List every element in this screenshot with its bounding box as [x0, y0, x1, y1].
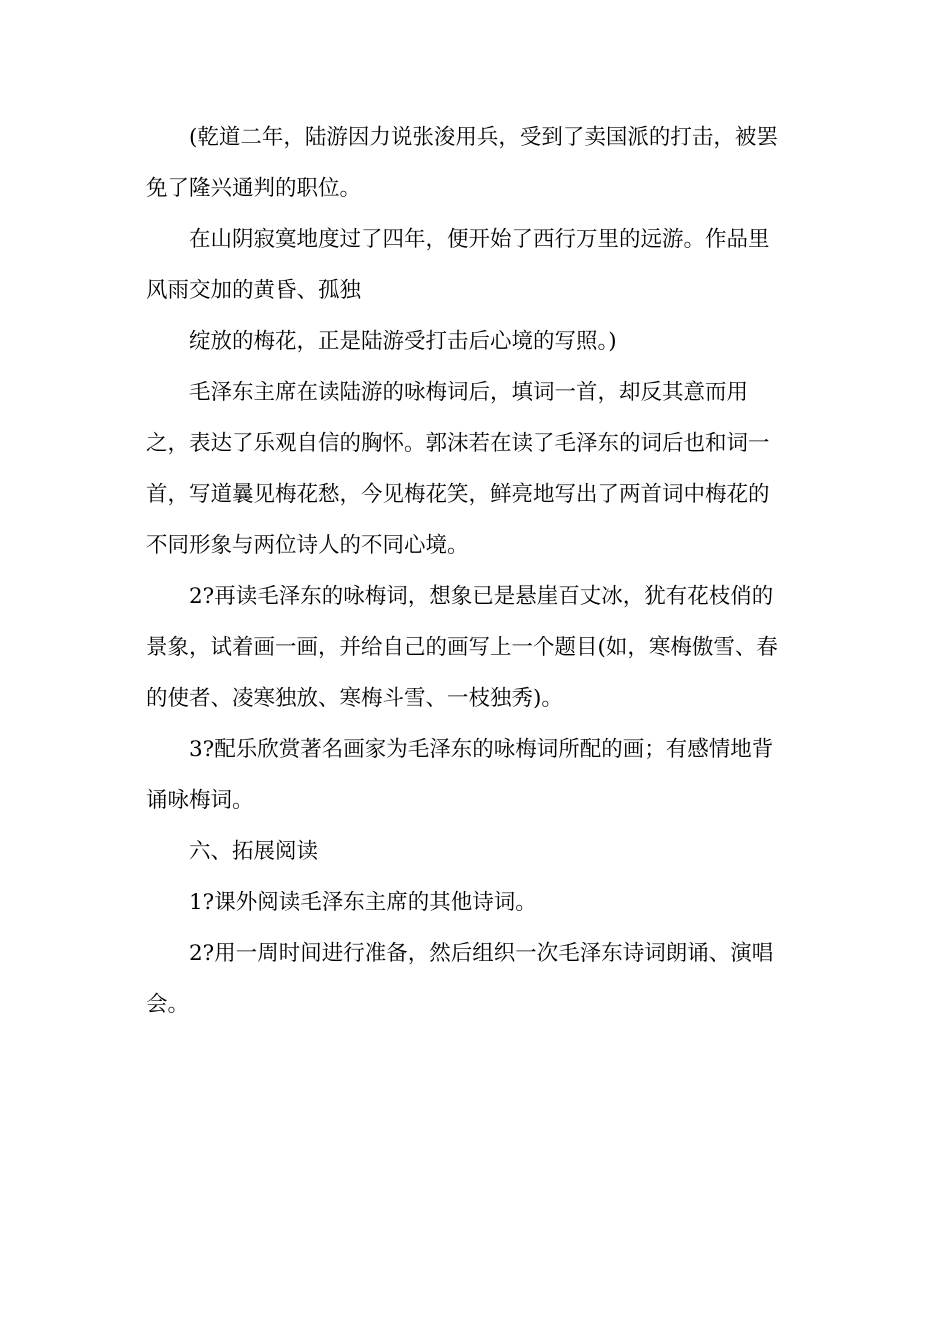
text-line: 免了隆兴通判的职位。: [146, 176, 362, 201]
paragraph-shanyin: [146, 214, 806, 316]
text-line: 之，表达了乐观自信的胸怀。郭沫若在读了毛泽东的词后也和词一: [146, 431, 770, 456]
text-line: 首，写道曩见梅花愁，今见梅花笑，鲜亮地写出了两首词中梅花的: [146, 482, 770, 507]
paragraph-qiandao: [146, 112, 806, 214]
paragraph-item-3-music: [146, 724, 806, 826]
paragraph-item-2-draw: [146, 571, 806, 724]
document-body: [146, 112, 806, 1030]
text-line: 毛泽东主席在读陆游的咏梅词后，填词一首，却反其意而用: [189, 380, 749, 405]
text-line: 2?再读毛泽东的咏梅词，想象已是悬崖百丈冰，犹有花枝俏的: [189, 584, 774, 609]
text-line: 会。: [146, 992, 190, 1017]
paragraph-item-2-recital: [146, 928, 806, 1030]
text-line: 1?课外阅读毛泽东主席的其他诗词。: [189, 890, 537, 915]
text-line: 2?用一周时间进行准备，然后组织一次毛泽东诗词朗诵、演唱: [189, 941, 774, 966]
text-line: 在山阴寂寞地度过了四年，便开始了西行万里的远游。作品里: [189, 227, 770, 252]
text-line: 景象，试着画一画，并给自己的画写上一个题目(如，寒梅傲雪、春: [146, 635, 778, 660]
text-line: 绽放的梅花，正是陆游受打击后心境的写照。): [189, 329, 617, 354]
paragraph-item-1-reading: [146, 877, 806, 928]
text-line: (乾道二年，陆游因力说张浚用兵，受到了卖国派的打击，被罢: [189, 125, 778, 150]
text-line: 3?配乐欣赏著名画家为毛泽东的咏梅词所配的画；有感情地背: [189, 737, 774, 762]
section-heading-extended-reading: [146, 826, 806, 877]
text-line: 不同形象与两位诗人的不同心境。: [146, 533, 469, 558]
text-line: 风雨交加的黄昏、孤独: [146, 278, 362, 303]
section-heading: 六、拓展阅读: [189, 839, 319, 864]
text-line: 诵咏梅词。: [146, 788, 254, 813]
paragraph-maozedong: [146, 367, 806, 571]
paragraph-meihua: [146, 316, 806, 367]
text-line: 的使者、凌寒独放、寒梅斗雪、一枝独秀)。: [146, 686, 563, 711]
